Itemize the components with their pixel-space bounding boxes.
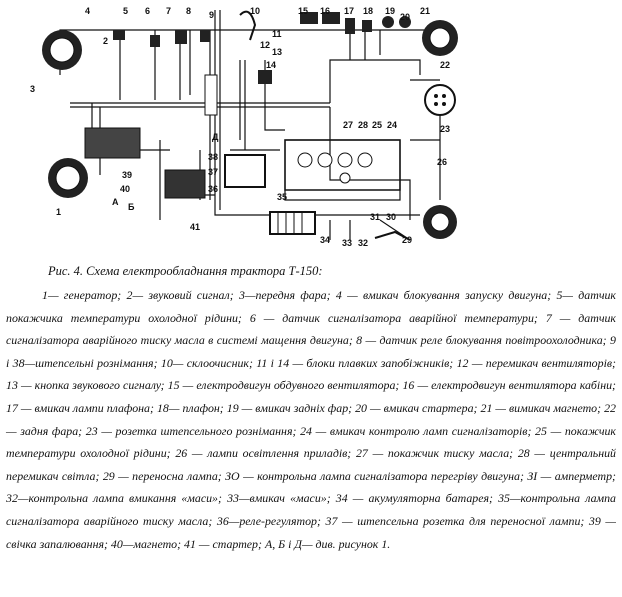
label-16: 16 xyxy=(320,6,331,16)
label-5: 5 xyxy=(123,6,129,16)
figure-title: Рис. 4. Схема електрообладнання трактора Т-150: xyxy=(48,264,323,278)
label-26: 26 xyxy=(437,157,448,167)
label-23: 23 xyxy=(440,124,451,134)
label-41: 41 xyxy=(190,222,201,232)
instrument-panel xyxy=(285,140,400,190)
label-38: 38 xyxy=(208,152,219,162)
label-13: 13 xyxy=(272,47,283,57)
label-17: 17 xyxy=(344,6,355,16)
label-35: 35 xyxy=(277,192,288,202)
relay-regulator xyxy=(225,155,265,187)
label-25: 25 xyxy=(372,120,383,130)
rear-lamp-bottom-right xyxy=(423,205,457,239)
label-1: 1 xyxy=(56,207,62,217)
label-9: 9 xyxy=(209,10,215,20)
label-24: 24 xyxy=(387,120,398,130)
label-27: 27 xyxy=(343,120,354,130)
headlamp-left-top xyxy=(42,30,82,70)
label-4: 4 xyxy=(85,6,91,16)
label-7: 7 xyxy=(166,6,172,16)
label-36: 36 xyxy=(208,184,219,194)
label-34: 34 xyxy=(320,235,331,245)
headlamp-left-bottom xyxy=(48,158,88,198)
battery xyxy=(270,212,315,234)
label-2: 2 xyxy=(103,36,109,46)
figure-caption xyxy=(0,262,622,597)
label-32: 32 xyxy=(358,238,369,248)
label-D: Д xyxy=(212,132,219,142)
label-15: 15 xyxy=(298,6,309,16)
label-28: 28 xyxy=(358,120,369,130)
label-B: Б xyxy=(128,202,135,212)
label-11: 11 xyxy=(272,29,282,39)
label-39: 39 xyxy=(122,170,133,180)
label-22: 22 xyxy=(440,60,451,70)
label-37: 37 xyxy=(208,167,219,177)
label-10: 10 xyxy=(250,6,261,16)
wiring-diagram xyxy=(0,0,622,262)
label-19: 19 xyxy=(385,6,396,16)
starter xyxy=(165,170,205,198)
rear-lamp-top-right xyxy=(422,20,458,56)
label-31: 31 xyxy=(370,212,381,222)
label-18: 18 xyxy=(363,6,374,16)
label-12: 12 xyxy=(260,40,271,50)
label-6: 6 xyxy=(145,6,151,16)
label-40: 40 xyxy=(120,184,131,194)
label-21: 21 xyxy=(420,6,431,16)
label-A: А xyxy=(112,197,119,207)
label-3: 3 xyxy=(30,84,36,94)
label-8: 8 xyxy=(186,6,192,16)
label-14: 14 xyxy=(266,60,277,70)
label-29: 29 xyxy=(402,235,413,245)
label-20: 20 xyxy=(400,12,411,22)
sensors-top xyxy=(113,30,272,115)
label-33: 33 xyxy=(342,238,353,248)
generator xyxy=(85,128,140,158)
figure-legend: 1— генератор; 2— звуковий сигнал; 3—передня фара; 4 — вмикач блокування запуску двигуна; 5— датчик покажчика температури охолодної рідини; 6 — датчик сигналізатора аварійної температури; 7 — датчик сигналізатора аварійного тиску масла в системі мащення двигуна; 8 — датчик реле блокування повітроохолодника; 9 і 38—штепсельні рознімання; 10— склоочисник; 11 і 14 — блоки плавких запобіжників; 12 — перемикач вентиляторів; 13 — кнопка звукового сигналу; 15 — електродвигун обдувного вентилятора; 16 — електродвигун вентилятора кабіни; 17 — вмикач лампи плафона; 18— плафон; 19 — вмикач задніх фар; 20 — вмикач стартера; 21 — вимикач магнето; 22 — задня фара; 23 — розетка штепсельного рознімання; 24 — вмикач контролю ламп сигналізаторів; 25 — покажчик температури охолодної рідини; 26 — лампи освітлення приладів; 27 — покажчик тиску масла; 28 — центральний перемикач світла; 29 — переносна лампа; ЗО — контрольна лампа сигналізатора перегріву двигуна; ЗІ — амперметр; 32—контрольна лампа вмикання «маси»; 33—вмикач «маси»; 34 — акумуляторна батарея; 35—контрольна лампа сигналізатора аварійного тиску масла; 36—реле-регулятор; 37 — штепсельна розетка для переносної лампи; 39 — свічка запалювання; 40—магнето; 41 — стартер; А, Б і Д— див. рисунок 1. xyxy=(6,288,616,551)
label-30: 30 xyxy=(386,212,397,222)
socket-23 xyxy=(425,85,455,115)
